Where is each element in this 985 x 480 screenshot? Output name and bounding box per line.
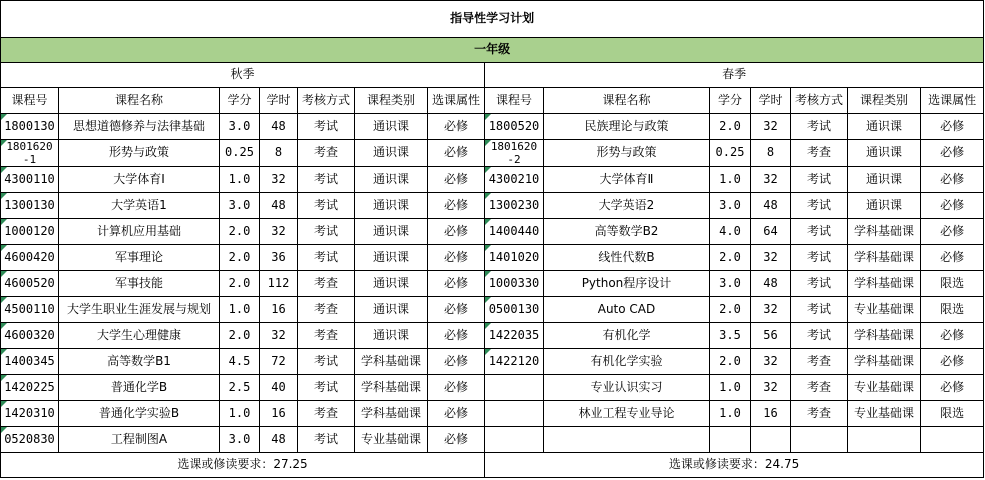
autumn-attr-cell[interactable]: 必修 [428, 193, 485, 219]
spring-code-cell[interactable]: 1800520 [485, 114, 544, 140]
spring-credit-header[interactable]: 学分 [710, 88, 751, 114]
autumn-credit-cell[interactable]: 1.0 [220, 297, 260, 323]
autumn-exam-cell[interactable]: 考试 [298, 375, 355, 401]
year-banner[interactable]: 一年级 [1, 38, 984, 63]
autumn-type-cell[interactable]: 通识课 [355, 114, 428, 140]
autumn-type-cell[interactable]: 通识课 [355, 245, 428, 271]
autumn-credit-cell[interactable]: 3.0 [220, 427, 260, 453]
autumn-credit-cell[interactable]: 2.0 [220, 323, 260, 349]
spring-type-cell[interactable]: 专业基础课 [848, 375, 921, 401]
spring-type-cell[interactable]: 学科基础课 [848, 323, 921, 349]
spring-credit-cell[interactable]: 3.0 [710, 193, 751, 219]
spring-type-cell[interactable]: 通识课 [848, 193, 921, 219]
spring-code-cell[interactable] [485, 140, 544, 167]
autumn-attr-cell[interactable]: 必修 [428, 219, 485, 245]
autumn-type-cell[interactable]: 通识课 [355, 297, 428, 323]
spring-attr-cell[interactable]: 限选 [921, 297, 984, 323]
autumn-type-cell[interactable]: 专业基础课 [355, 427, 428, 453]
spring-hours-cell[interactable]: 56 [751, 323, 791, 349]
spring-exam-cell[interactable]: 考查 [791, 375, 848, 401]
autumn-hours-cell[interactable]: 40 [260, 375, 298, 401]
autumn-hours-cell[interactable]: 72 [260, 349, 298, 375]
autumn-name-cell[interactable]: 大学体育Ⅰ [59, 167, 220, 193]
autumn-course-name-header[interactable]: 课程名称 [59, 88, 220, 114]
autumn-hours-cell[interactable]: 112 [260, 271, 298, 297]
autumn-hours-cell[interactable]: 48 [260, 427, 298, 453]
autumn-exam-cell[interactable]: 考试 [298, 349, 355, 375]
autumn-exam-cell[interactable]: 考查 [298, 323, 355, 349]
spring-type-cell[interactable]: 通识课 [848, 140, 921, 167]
spring-attr-cell[interactable]: 必修 [921, 375, 984, 401]
spring-hours-cell[interactable]: 32 [751, 349, 791, 375]
autumn-code-cell[interactable]: 0520830 [1, 427, 59, 453]
spring-name-cell[interactable]: 形势与政策 [544, 140, 710, 167]
autumn-name-cell[interactable]: 思想道德修养与法律基础 [59, 114, 220, 140]
autumn-name-cell[interactable]: 高等数学B1 [59, 349, 220, 375]
autumn-name-cell[interactable]: 工程制图A [59, 427, 220, 453]
spring-code-cell[interactable]: 1300230 [485, 193, 544, 219]
autumn-name-cell[interactable]: 军事技能 [59, 271, 220, 297]
table-row [1, 245, 984, 271]
spring-type-cell[interactable]: 专业基础课 [848, 401, 921, 427]
spring-type-cell[interactable]: 学科基础课 [848, 245, 921, 271]
spring-hours-cell[interactable]: 32 [751, 297, 791, 323]
autumn-attr-cell[interactable]: 必修 [428, 427, 485, 453]
autumn-attr-cell[interactable]: 必修 [428, 114, 485, 140]
spring-hours-header[interactable]: 学时 [751, 88, 791, 114]
autumn-exam-cell[interactable]: 考查 [298, 271, 355, 297]
spring-code-cell[interactable] [485, 427, 544, 453]
spring-code-cell[interactable]: 1422120 [485, 349, 544, 375]
spring-credit-cell[interactable]: 2.0 [710, 114, 751, 140]
spring-name-cell[interactable]: 专业认识实习 [544, 375, 710, 401]
spring-hours-cell[interactable]: 64 [751, 219, 791, 245]
spring-code-cell[interactable] [485, 401, 544, 427]
spring-hours-cell[interactable]: 8 [751, 140, 791, 167]
spring-exam-cell[interactable]: 考查 [791, 140, 848, 167]
spring-type-cell[interactable]: 专业基础课 [848, 297, 921, 323]
autumn-exam-header[interactable]: 考核方式 [298, 88, 355, 114]
autumn-credit-cell[interactable]: 2.5 [220, 375, 260, 401]
autumn-hours-cell[interactable]: 16 [260, 297, 298, 323]
spring-code-cell[interactable]: 1400440 [485, 219, 544, 245]
spring-attr-cell[interactable]: 必修 [921, 193, 984, 219]
autumn-code-cell[interactable]: 1400345 [1, 349, 59, 375]
spring-course-code-header[interactable]: 课程号 [485, 88, 544, 114]
table-row [1, 271, 984, 297]
spring-code-cell[interactable] [485, 375, 544, 401]
spring-code-cell[interactable]: 1000330 [485, 271, 544, 297]
autumn-attr-cell[interactable]: 必修 [428, 140, 485, 167]
spring-attr-cell[interactable]: 限选 [921, 401, 984, 427]
requirement-row [1, 453, 984, 478]
autumn-hours-cell[interactable]: 36 [260, 245, 298, 271]
spring-exam-header[interactable]: 考核方式 [791, 88, 848, 114]
autumn-credit-cell[interactable]: 1.0 [220, 167, 260, 193]
spring-attr-cell[interactable]: 必修 [921, 245, 984, 271]
spring-credit-cell[interactable]: 2.0 [710, 297, 751, 323]
autumn-hours-cell[interactable]: 8 [260, 140, 298, 167]
autumn-code-cell[interactable]: 1000120 [1, 219, 59, 245]
spring-exam-cell[interactable]: 考试 [791, 323, 848, 349]
autumn-attr-cell[interactable]: 必修 [428, 167, 485, 193]
autumn-name-cell[interactable]: 军事理论 [59, 245, 220, 271]
table-row [1, 427, 984, 453]
autumn-credit-cell[interactable]: 2.0 [220, 245, 260, 271]
spring-exam-cell[interactable]: 考查 [791, 401, 848, 427]
autumn-type-cell[interactable]: 学科基础课 [355, 375, 428, 401]
autumn-type-cell[interactable]: 通识课 [355, 140, 428, 167]
spring-exam-cell[interactable] [791, 427, 848, 453]
autumn-attr-cell[interactable]: 必修 [428, 245, 485, 271]
autumn-name-cell[interactable]: 大学生心理健康 [59, 323, 220, 349]
autumn-name-cell[interactable]: 计算机应用基础 [59, 219, 220, 245]
autumn-exam-cell[interactable]: 考查 [298, 401, 355, 427]
autumn-code-cell[interactable]: 1800130 [1, 114, 59, 140]
spring-code-cell[interactable]: 4300210 [485, 167, 544, 193]
spring-credit-cell[interactable]: 3.5 [710, 323, 751, 349]
autumn-type-cell[interactable]: 通识课 [355, 219, 428, 245]
autumn-hours-cell[interactable]: 32 [260, 219, 298, 245]
autumn-name-cell[interactable]: 形势与政策 [59, 140, 220, 167]
autumn-code-cell[interactable]: 4600320 [1, 323, 59, 349]
spring-name-cell[interactable] [544, 427, 710, 453]
autumn-exam-cell[interactable]: 考试 [298, 427, 355, 453]
autumn-name-cell[interactable]: 普通化学B [59, 375, 220, 401]
autumn-credit-cell[interactable]: 2.0 [220, 219, 260, 245]
spring-name-cell[interactable]: 线性代数B [544, 245, 710, 271]
table-row [1, 401, 984, 427]
autumn-hours-cell[interactable]: 32 [260, 167, 298, 193]
spring-hours-cell[interactable]: 16 [751, 401, 791, 427]
table-row [1, 349, 984, 375]
spring-hours-cell[interactable]: 32 [751, 245, 791, 271]
autumn-credit-cell[interactable]: 1.0 [220, 401, 260, 427]
autumn-attr-cell[interactable]: 必修 [428, 401, 485, 427]
autumn-credit-cell[interactable]: 0.25 [220, 140, 260, 167]
autumn-code-cell[interactable]: 1300130 [1, 193, 59, 219]
spring-name-cell[interactable]: 大学英语2 [544, 193, 710, 219]
spring-credit-cell[interactable]: 1.0 [710, 401, 751, 427]
course-code-text: 1801620 -2 [490, 140, 538, 166]
autumn-credit-cell[interactable]: 4.5 [220, 349, 260, 375]
autumn-code-cell[interactable]: 4300110 [1, 167, 59, 193]
autumn-credit-cell[interactable]: 3.0 [220, 114, 260, 140]
autumn-hours-cell[interactable]: 48 [260, 114, 298, 140]
spring-hours-cell[interactable]: 48 [751, 271, 791, 297]
spring-exam-cell[interactable]: 考试 [791, 219, 848, 245]
autumn-exam-cell[interactable]: 考试 [298, 245, 355, 271]
spring-hours-cell[interactable]: 32 [751, 167, 791, 193]
spring-attr-cell[interactable]: 必修 [921, 323, 984, 349]
spring-type-cell[interactable]: 学科基础课 [848, 271, 921, 297]
autumn-exam-cell[interactable]: 考查 [298, 297, 355, 323]
autumn-code-cell[interactable]: 1420225 [1, 375, 59, 401]
spring-hours-cell[interactable] [751, 427, 791, 453]
spring-attr-cell[interactable]: 必修 [921, 140, 984, 167]
spring-name-cell[interactable]: 民族理论与政策 [544, 114, 710, 140]
autumn-code-cell[interactable]: 4600520 [1, 271, 59, 297]
autumn-type-cell[interactable]: 通识课 [355, 167, 428, 193]
spring-credit-cell[interactable]: 2.0 [710, 349, 751, 375]
autumn-type-cell[interactable]: 学科基础课 [355, 349, 428, 375]
spring-attr-cell[interactable] [921, 427, 984, 453]
autumn-hours-cell[interactable]: 32 [260, 323, 298, 349]
spring-attr-cell[interactable]: 限选 [921, 271, 984, 297]
spring-type-cell[interactable]: 学科基础课 [848, 349, 921, 375]
spring-code-cell[interactable]: 1401020 [485, 245, 544, 271]
table-row [1, 375, 984, 401]
spring-requirement-cell[interactable]: 选课或修读要求：24.75 [485, 453, 984, 478]
spring-name-cell[interactable]: 有机化学 [544, 323, 710, 349]
autumn-hours-cell[interactable]: 16 [260, 401, 298, 427]
spring-name-cell[interactable]: 林业工程专业导论 [544, 401, 710, 427]
spring-type-cell[interactable] [848, 427, 921, 453]
autumn-exam-cell[interactable]: 考试 [298, 114, 355, 140]
spring-credit-cell[interactable]: 1.0 [710, 167, 751, 193]
autumn-credit-cell[interactable]: 2.0 [220, 271, 260, 297]
spring-exam-cell[interactable]: 考试 [791, 114, 848, 140]
autumn-credit-header[interactable]: 学分 [220, 88, 260, 114]
autumn-type-header[interactable]: 课程类别 [355, 88, 428, 114]
spring-credit-cell[interactable]: 4.0 [710, 219, 751, 245]
autumn-code-cell[interactable]: 1420310 [1, 401, 59, 427]
autumn-attr-cell[interactable]: 必修 [428, 349, 485, 375]
autumn-attr-cell[interactable]: 必修 [428, 297, 485, 323]
spring-code-cell[interactable]: 0500130 [485, 297, 544, 323]
table-row [1, 323, 984, 349]
autumn-exam-cell[interactable]: 考查 [298, 140, 355, 167]
table-row [1, 219, 984, 245]
spring-type-cell[interactable]: 通识课 [848, 167, 921, 193]
autumn-code-cell[interactable] [1, 140, 59, 167]
spring-exam-cell[interactable]: 考试 [791, 271, 848, 297]
spring-hours-cell[interactable]: 32 [751, 114, 791, 140]
course-code-text: 1801620 -1 [6, 140, 53, 166]
spring-credit-cell[interactable] [710, 427, 751, 453]
spring-exam-cell[interactable]: 考试 [791, 297, 848, 323]
autumn-attr-cell[interactable]: 必修 [428, 375, 485, 401]
spring-exam-cell[interactable]: 考试 [791, 167, 848, 193]
autumn-attr-cell[interactable]: 必修 [428, 323, 485, 349]
spring-exam-cell[interactable]: 考试 [791, 193, 848, 219]
spring-hours-cell[interactable]: 32 [751, 375, 791, 401]
autumn-code-cell[interactable]: 4600420 [1, 245, 59, 271]
spring-attr-cell[interactable]: 必修 [921, 219, 984, 245]
spring-type-cell[interactable]: 学科基础课 [848, 219, 921, 245]
spring-attr-cell[interactable]: 必修 [921, 114, 984, 140]
spring-credit-cell[interactable]: 2.0 [710, 245, 751, 271]
spring-credit-cell[interactable]: 1.0 [710, 375, 751, 401]
autumn-type-cell[interactable]: 通识课 [355, 271, 428, 297]
table-row [1, 167, 984, 193]
spring-attr-cell[interactable]: 必修 [921, 167, 984, 193]
autumn-exam-cell[interactable]: 考试 [298, 167, 355, 193]
table-row [1, 193, 984, 219]
spring-season-label[interactable]: 春季 [485, 63, 984, 88]
spring-exam-cell[interactable]: 考试 [791, 245, 848, 271]
autumn-attr-cell[interactable]: 必修 [428, 271, 485, 297]
autumn-type-cell[interactable]: 学科基础课 [355, 401, 428, 427]
spring-name-cell[interactable]: Python程序设计 [544, 271, 710, 297]
spring-exam-cell[interactable]: 考查 [791, 349, 848, 375]
autumn-exam-cell[interactable]: 考试 [298, 193, 355, 219]
spring-name-cell[interactable]: 高等数学B2 [544, 219, 710, 245]
spring-attribute-header[interactable]: 选课属性 [921, 88, 984, 114]
spring-name-cell[interactable]: Auto CAD [544, 297, 710, 323]
autumn-name-cell[interactable]: 大学英语1 [59, 193, 220, 219]
spring-name-cell[interactable]: 有机化学实验 [544, 349, 710, 375]
spring-type-header[interactable]: 课程类别 [848, 88, 921, 114]
spring-type-cell[interactable]: 通识课 [848, 114, 921, 140]
autumn-season-label[interactable]: 秋季 [1, 63, 485, 88]
autumn-credit-cell[interactable]: 3.0 [220, 193, 260, 219]
table-row [1, 297, 984, 323]
spring-course-name-header[interactable]: 课程名称 [544, 88, 710, 114]
autumn-name-cell[interactable]: 普通化学实验B [59, 401, 220, 427]
page-title[interactable]: 指导性学习计划 [1, 1, 984, 38]
autumn-type-cell[interactable]: 通识课 [355, 193, 428, 219]
table-row [1, 140, 984, 167]
spring-attr-cell[interactable]: 必修 [921, 349, 984, 375]
autumn-name-cell[interactable]: 大学生职业生涯发展与规划 [59, 297, 220, 323]
autumn-hours-cell[interactable]: 48 [260, 193, 298, 219]
spring-code-cell[interactable]: 1422035 [485, 323, 544, 349]
autumn-code-cell[interactable]: 4500110 [1, 297, 59, 323]
autumn-exam-cell[interactable]: 考试 [298, 219, 355, 245]
spring-hours-cell[interactable]: 48 [751, 193, 791, 219]
autumn-course-code-header[interactable]: 课程号 [1, 88, 59, 114]
spring-name-cell[interactable]: 大学体育Ⅱ [544, 167, 710, 193]
autumn-requirement-cell[interactable]: 选课或修读要求：27.25 [1, 453, 485, 478]
table-row [1, 114, 984, 140]
spring-credit-cell[interactable]: 3.0 [710, 271, 751, 297]
spring-credit-cell[interactable]: 0.25 [710, 140, 751, 167]
autumn-attribute-header[interactable]: 选课属性 [428, 88, 485, 114]
autumn-type-cell[interactable]: 通识课 [355, 323, 428, 349]
autumn-hours-header[interactable]: 学时 [260, 88, 298, 114]
